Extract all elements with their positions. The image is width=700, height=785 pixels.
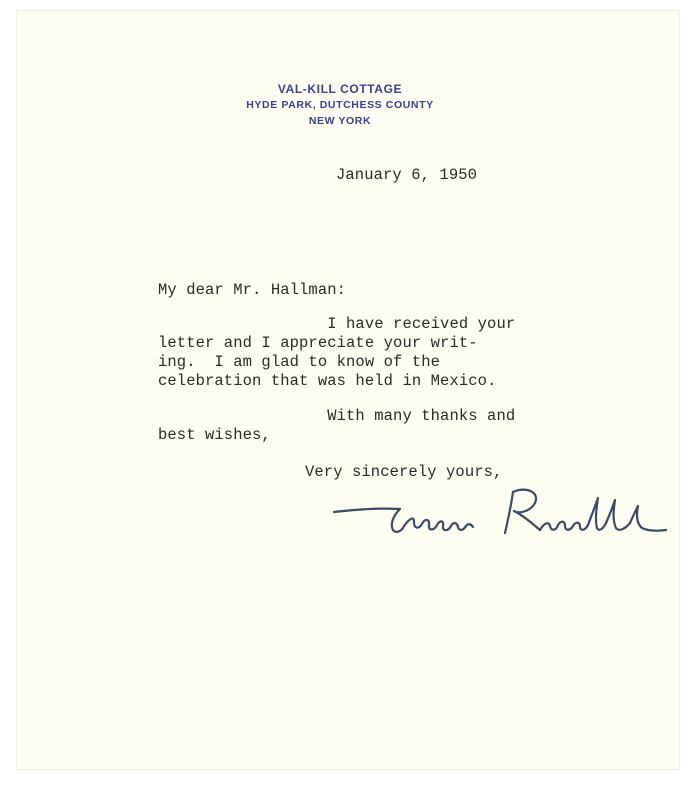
handwritten-signature	[330, 478, 670, 548]
letterhead-line-3: NEW YORK	[308, 115, 372, 127]
letter-closing: Very sincerely yours,	[305, 463, 503, 481]
letter-salutation: My dear Mr. Hallman:	[158, 281, 347, 299]
letter-paragraph-2: With many thanks and best wishes,	[158, 407, 516, 444]
letterhead-line-1: VAL-KILL COTTAGE	[277, 82, 403, 96]
letterhead-line-2: HYDE PARK, DUTCHESS COUNTY	[246, 99, 434, 111]
letter-date: January 6, 1950	[336, 166, 478, 184]
letter-paragraph-1: I have received your letter and I appreciate your writ- ing. I am glad to know of the celebration that was held in Mexico.	[158, 315, 516, 390]
